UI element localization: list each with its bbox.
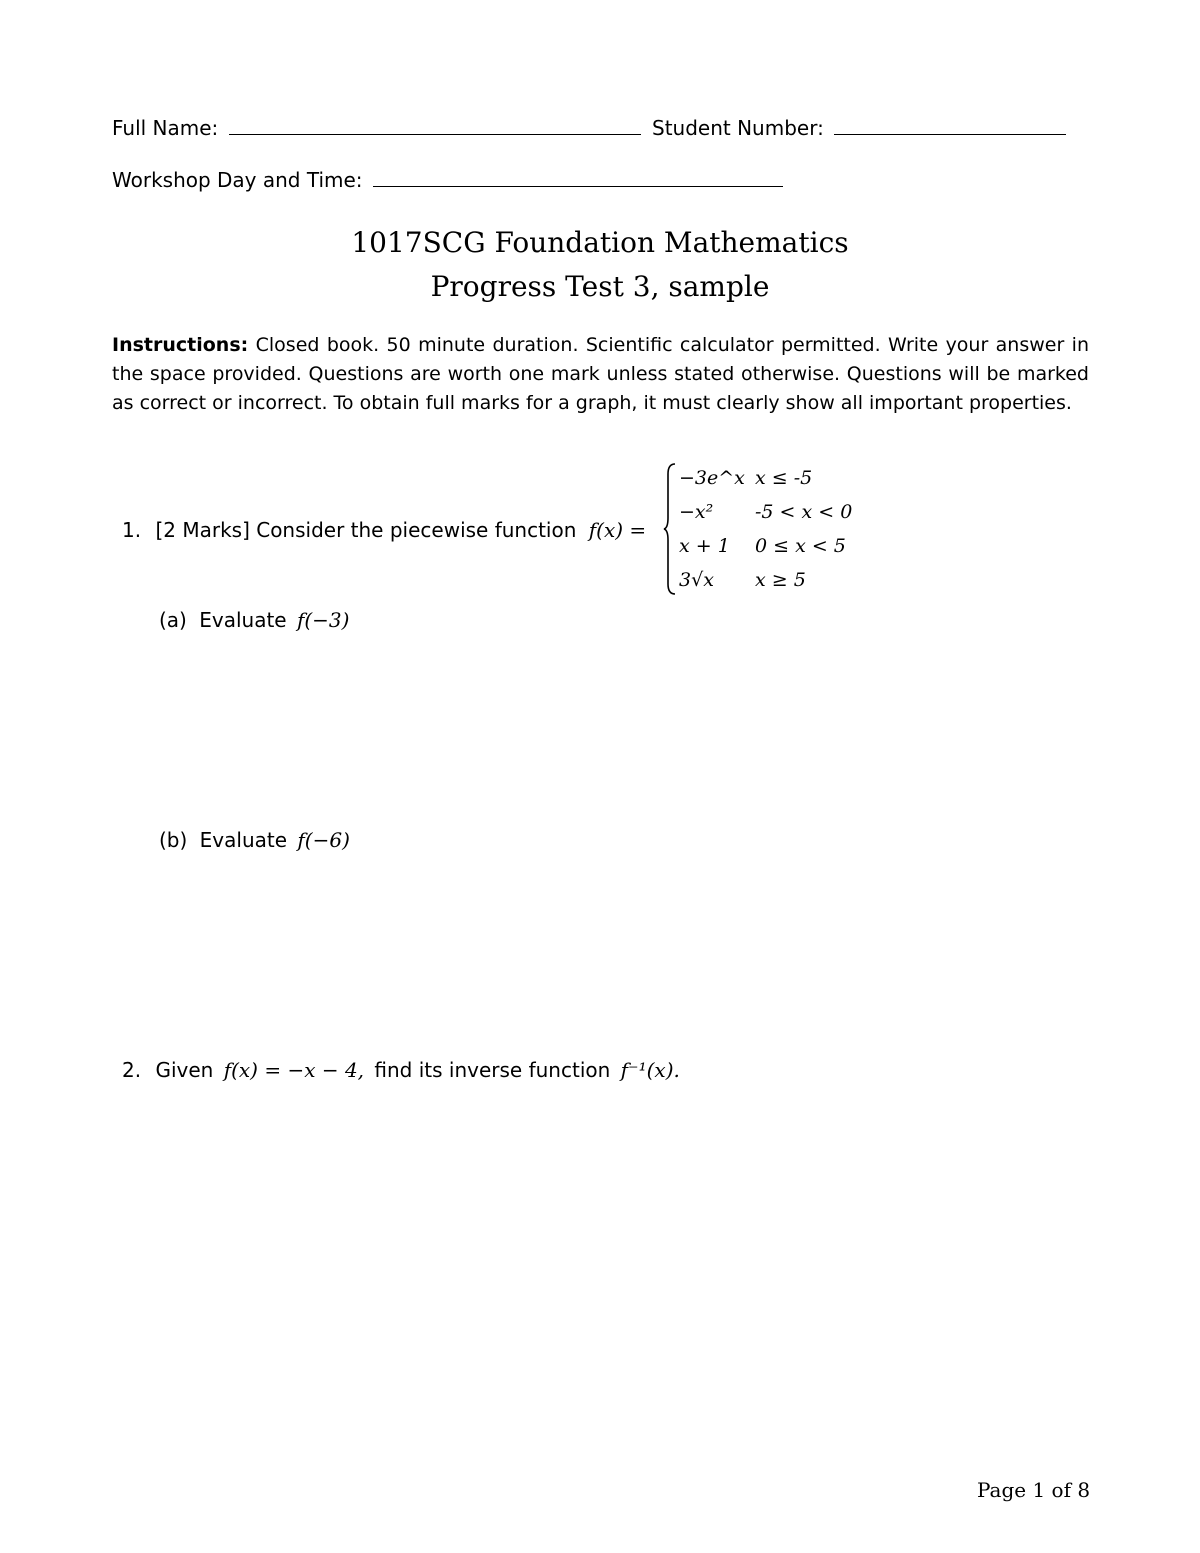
full-name-label: Full Name:: [112, 116, 219, 140]
piecewise-cases: [663, 462, 893, 596]
student-number-row: [652, 116, 1066, 140]
student-number-label: Student Number:: [652, 116, 824, 140]
test-title: Progress Test 3, sample: [430, 270, 770, 303]
part-a-answer-space[interactable]: [159, 650, 1089, 810]
page-number: Page 1 of 8: [977, 1478, 1091, 1502]
workshop-field[interactable]: [373, 168, 783, 187]
case-4-expr: 3√x: [679, 569, 714, 591]
question-2: [122, 1058, 680, 1082]
part-b-label: (b): [159, 828, 188, 852]
case-1-expr: −3e^x: [679, 467, 745, 489]
question-2-text-before: Given: [155, 1058, 214, 1082]
question-2-number: 2.: [122, 1058, 142, 1082]
question-2-function: f(x) = −x − 4,: [223, 1058, 365, 1082]
instructions-label: Instructions:: [112, 334, 249, 356]
part-b-answer-space[interactable]: [159, 870, 1089, 1040]
question-1-number: 1.: [122, 518, 142, 542]
part-a-label: (a): [159, 608, 187, 632]
part-a-text: Evaluate: [199, 608, 287, 632]
workshop-row: [112, 168, 783, 192]
instructions-text: Closed book. 50 minute duration. Scientific calculator permitted. Write your answer in the space provided. Questions are worth one mark unless stated otherwise. Questions will be marked as correct or incorrect. To obtain full marks for a graph, it must clearly show all important properties.: [112, 334, 1089, 414]
case-4-cond: x ≥ 5: [755, 569, 806, 591]
question-1-function-lhs: f(x) =: [588, 518, 647, 542]
workshop-label: Workshop Day and Time:: [112, 168, 363, 192]
case-1-cond: x ≤ -5: [755, 467, 813, 489]
part-b-expr: f(−6): [297, 828, 350, 852]
question-1a: [159, 608, 349, 632]
question-1b: [159, 828, 350, 852]
question-2-text-after: find its inverse function: [374, 1058, 611, 1082]
question-2-inverse: f⁻¹(x).: [620, 1058, 680, 1082]
question-1-stem: [122, 518, 646, 542]
case-3-cond: 0 ≤ x < 5: [755, 535, 846, 557]
full-name-field[interactable]: [229, 116, 641, 135]
left-brace-icon: [663, 462, 677, 596]
course-title: 1017SCG Foundation Mathematics: [351, 226, 849, 259]
student-number-field[interactable]: [834, 116, 1066, 135]
question-1-text: [2 Marks] Consider the piecewise function: [155, 518, 577, 542]
part-a-expr: f(−3): [296, 608, 350, 632]
case-3-expr: x + 1: [679, 535, 730, 557]
part-b-text: Evaluate: [199, 828, 288, 852]
case-2-expr: −x²: [679, 501, 714, 523]
question-2-answer-space[interactable]: [122, 1100, 1089, 1440]
instructions: [112, 331, 1089, 418]
case-2-cond: -5 < x < 0: [755, 501, 853, 523]
full-name-row: [112, 116, 641, 140]
